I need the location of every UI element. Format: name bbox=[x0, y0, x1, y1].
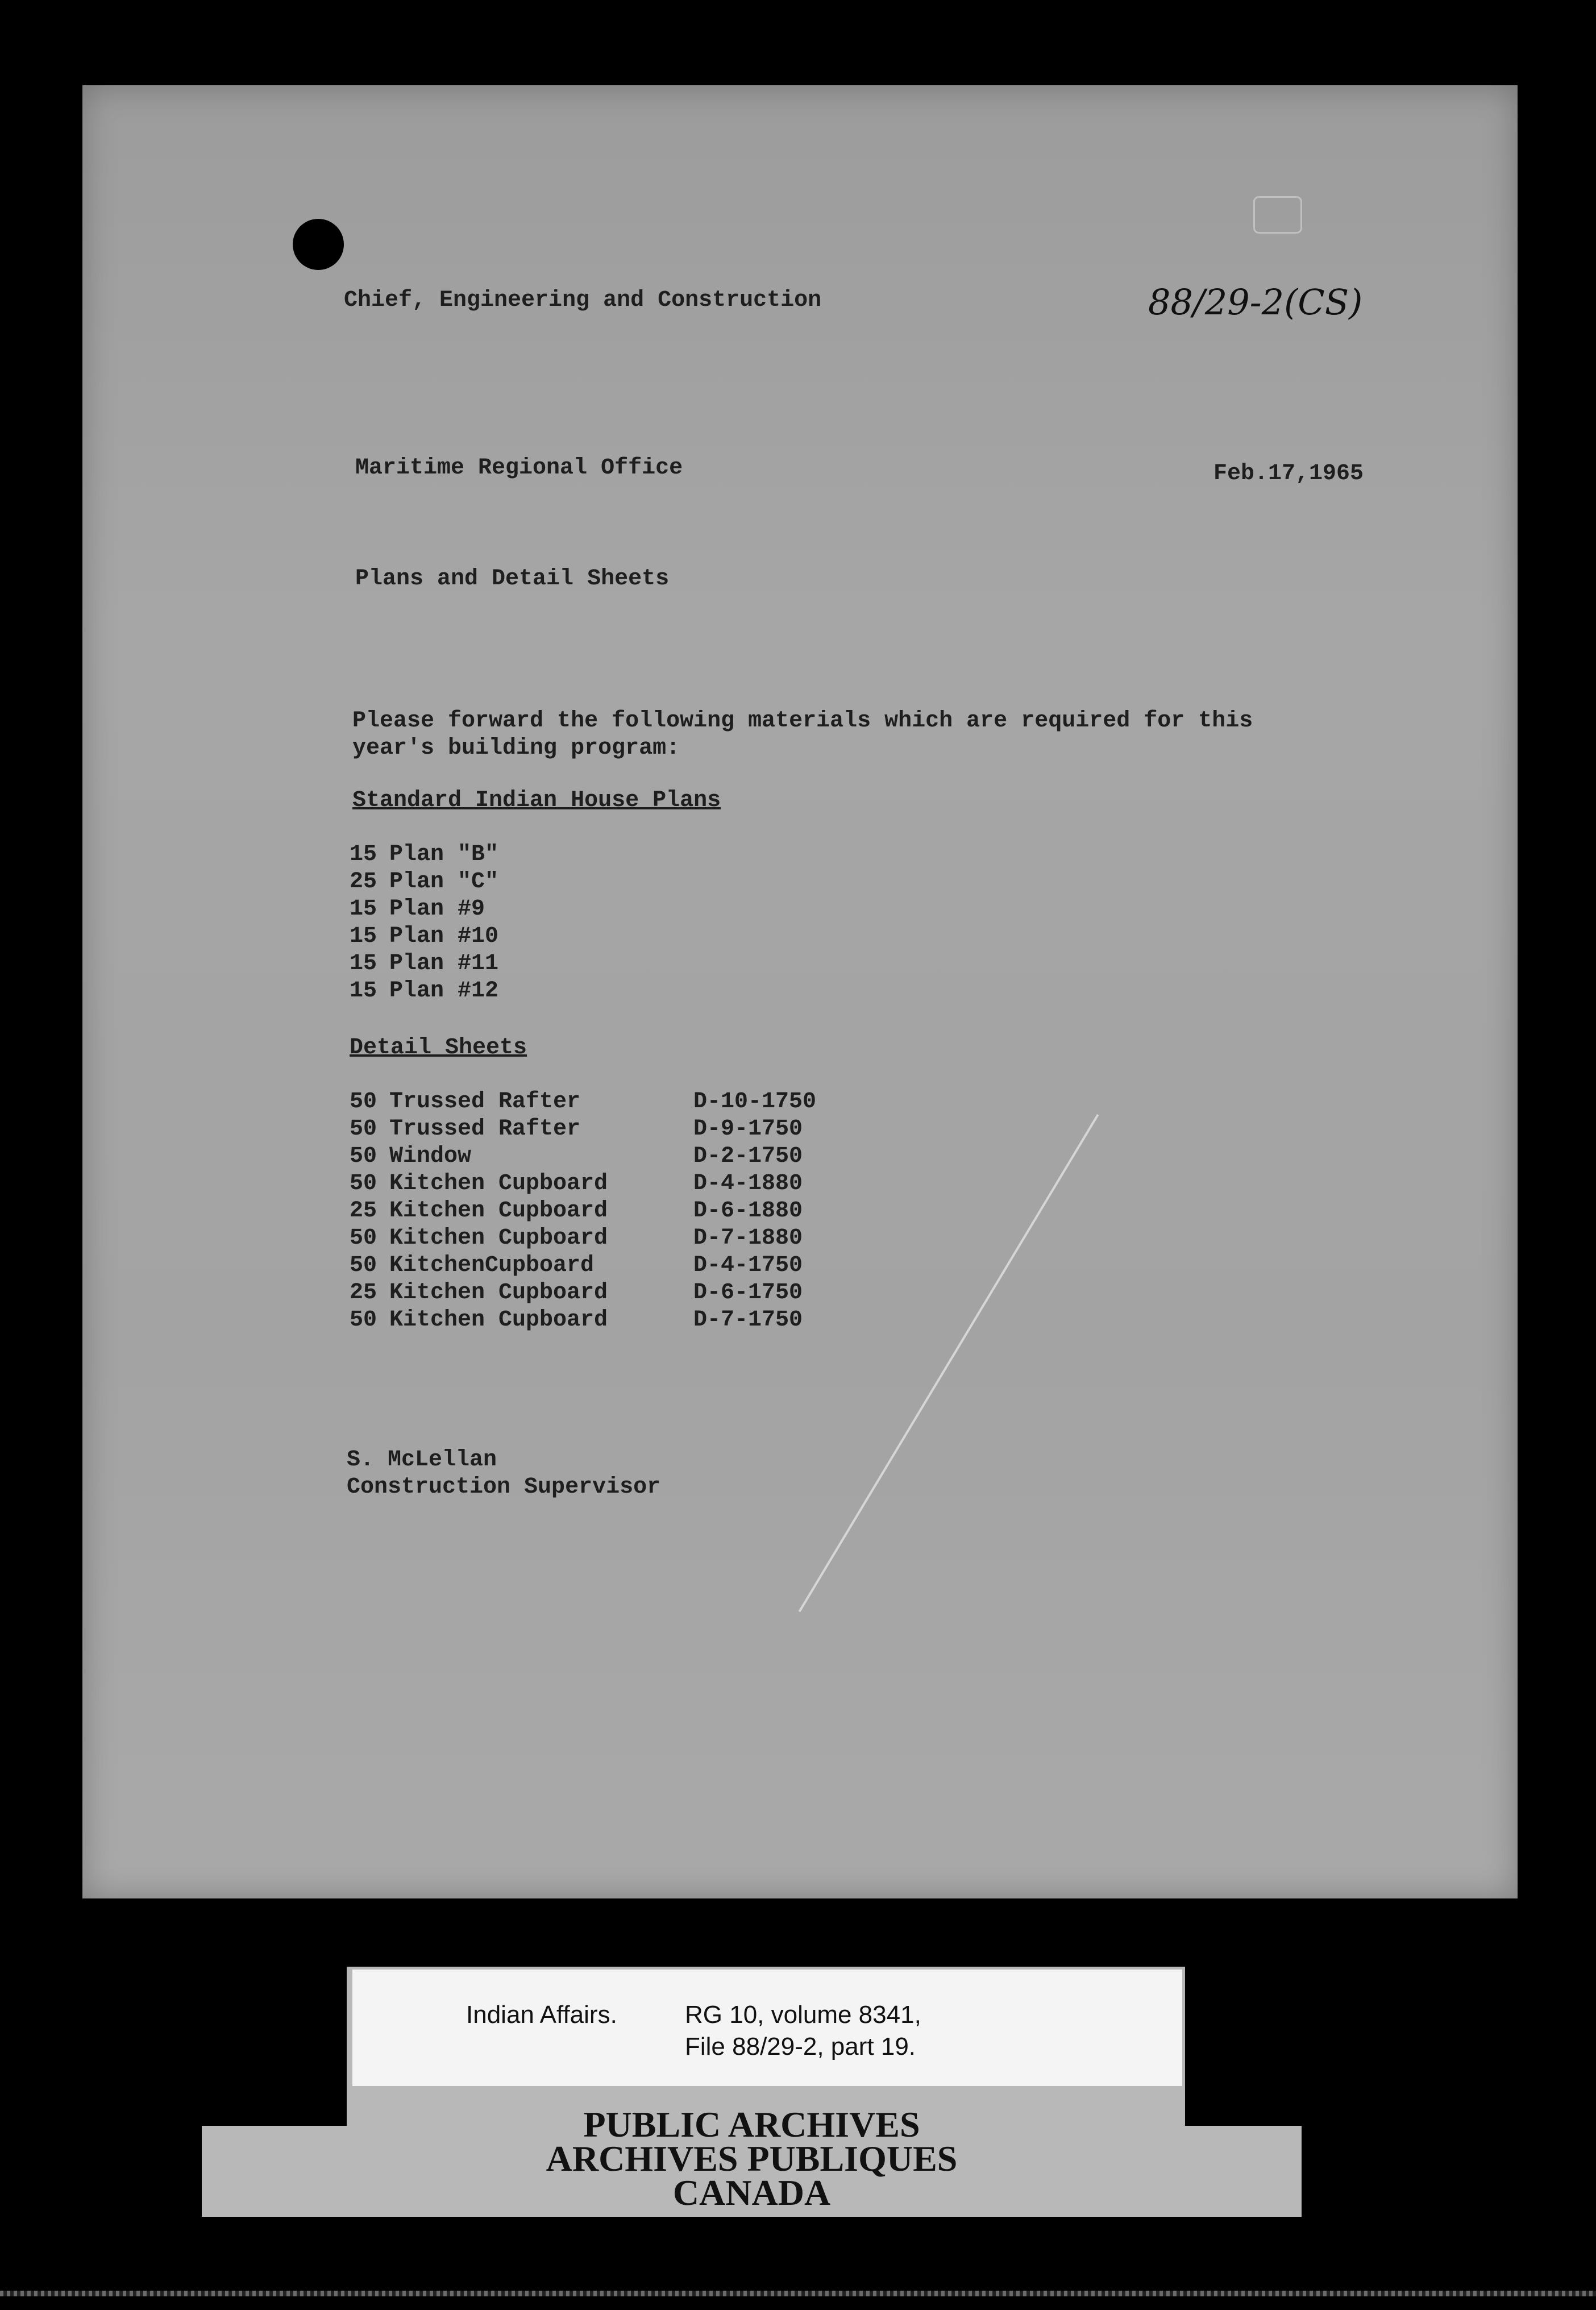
list-item bbox=[350, 1198, 803, 1225]
archive-title-fr: ARCHIVES PUBLIQUES bbox=[546, 2138, 958, 2179]
detail-name: Kitchen Cupboard bbox=[389, 1171, 608, 1196]
detail-name: Kitchen Cupboard bbox=[389, 1225, 608, 1251]
plan-qty: 15 bbox=[350, 978, 377, 1004]
detail-code: D-7-1880 bbox=[693, 1225, 803, 1251]
memo-body-line1: Please forward the following materials which are required for this bbox=[352, 708, 1253, 734]
punch-hole bbox=[293, 219, 344, 270]
memo-subject: Plans and Detail Sheets bbox=[355, 566, 670, 592]
detail-code: D-6-1750 bbox=[693, 1280, 803, 1306]
detail-code: D-10-1750 bbox=[693, 1089, 817, 1115]
list-item bbox=[350, 1279, 803, 1307]
detail-code: D-9-1750 bbox=[693, 1116, 803, 1142]
list-item bbox=[350, 841, 498, 869]
detail-name: Kitchen Cupboard bbox=[389, 1198, 608, 1224]
plan-name: Plan #11 bbox=[389, 951, 499, 977]
memo-from: Maritime Regional Office bbox=[355, 455, 683, 481]
list-item bbox=[350, 923, 498, 950]
detail-name: Window bbox=[389, 1144, 472, 1169]
list-item bbox=[350, 869, 498, 896]
list-item bbox=[350, 896, 498, 923]
list-item bbox=[350, 1225, 803, 1252]
label-notch-left bbox=[202, 1955, 347, 2126]
detail-name: Trussed Rafter bbox=[389, 1089, 581, 1115]
detail-code: D-7-1750 bbox=[693, 1307, 803, 1333]
plan-name: Plan "B" bbox=[389, 842, 499, 867]
film-edge-strip bbox=[0, 2291, 1596, 2296]
plans-heading: Standard Indian House Plans bbox=[352, 788, 721, 813]
plan-name: Plan "C" bbox=[389, 869, 499, 895]
list-item bbox=[350, 1088, 817, 1116]
signature-name: S. McLellan bbox=[347, 1447, 497, 1473]
details-list bbox=[350, 1088, 817, 1334]
detail-qty: 50 bbox=[350, 1089, 377, 1115]
archive-reference-line2: File 88/29-2, part 19. bbox=[685, 2033, 916, 2060]
detail-qty: 50 bbox=[350, 1253, 377, 1278]
list-item bbox=[350, 1116, 803, 1143]
plan-qty: 15 bbox=[350, 896, 377, 922]
archive-title-en: PUBLIC ARCHIVES bbox=[583, 2104, 920, 2145]
list-item bbox=[350, 1143, 803, 1170]
plans-list bbox=[350, 841, 498, 1005]
detail-qty: 50 bbox=[350, 1171, 377, 1196]
memo-date: Feb.17,1965 bbox=[1213, 461, 1364, 487]
list-item bbox=[350, 1252, 803, 1279]
plan-name: Plan #9 bbox=[389, 896, 485, 922]
details-heading: Detail Sheets bbox=[350, 1035, 527, 1061]
detail-qty: 25 bbox=[350, 1198, 377, 1224]
detail-qty: 50 bbox=[350, 1307, 377, 1333]
detail-qty: 50 bbox=[350, 1225, 377, 1251]
plan-qty: 15 bbox=[350, 924, 377, 949]
archive-department: Indian Affairs. bbox=[466, 2001, 617, 2029]
signature-title: Construction Supervisor bbox=[347, 1474, 661, 1500]
list-item bbox=[350, 1170, 803, 1198]
memo-page bbox=[82, 85, 1518, 1898]
list-item bbox=[350, 978, 498, 1005]
handwritten-file-ref: 88/29-2(CS) bbox=[1148, 281, 1363, 323]
detail-qty: 50 bbox=[350, 1144, 377, 1169]
detail-code: D-2-1750 bbox=[693, 1144, 803, 1169]
detail-qty: 25 bbox=[350, 1280, 377, 1306]
plan-qty: 15 bbox=[350, 951, 377, 977]
label-notch-right bbox=[1185, 1955, 1302, 2126]
plan-qty: 15 bbox=[350, 842, 377, 867]
detail-name: KitchenCupboard bbox=[389, 1253, 595, 1278]
detail-code: D-4-1750 bbox=[693, 1253, 803, 1278]
plan-qty: 25 bbox=[350, 869, 377, 895]
detail-code: D-6-1880 bbox=[693, 1198, 803, 1224]
list-item bbox=[350, 950, 498, 978]
memo-to: Chief, Engineering and Construction bbox=[344, 288, 822, 313]
faint-stamp bbox=[1253, 196, 1302, 234]
list-item bbox=[350, 1307, 803, 1334]
archive-country: CANADA bbox=[672, 2172, 831, 2213]
detail-name: Kitchen Cupboard bbox=[389, 1307, 608, 1333]
memo-body-line2: year's building program: bbox=[352, 736, 680, 761]
archive-reference-line1: RG 10, volume 8341, bbox=[685, 2001, 921, 2029]
detail-name: Trussed Rafter bbox=[389, 1116, 581, 1142]
plan-name: Plan #12 bbox=[389, 978, 499, 1004]
detail-qty: 50 bbox=[350, 1116, 377, 1142]
detail-name: Kitchen Cupboard bbox=[389, 1280, 608, 1306]
detail-code: D-4-1880 bbox=[693, 1171, 803, 1196]
plan-name: Plan #10 bbox=[389, 924, 499, 949]
